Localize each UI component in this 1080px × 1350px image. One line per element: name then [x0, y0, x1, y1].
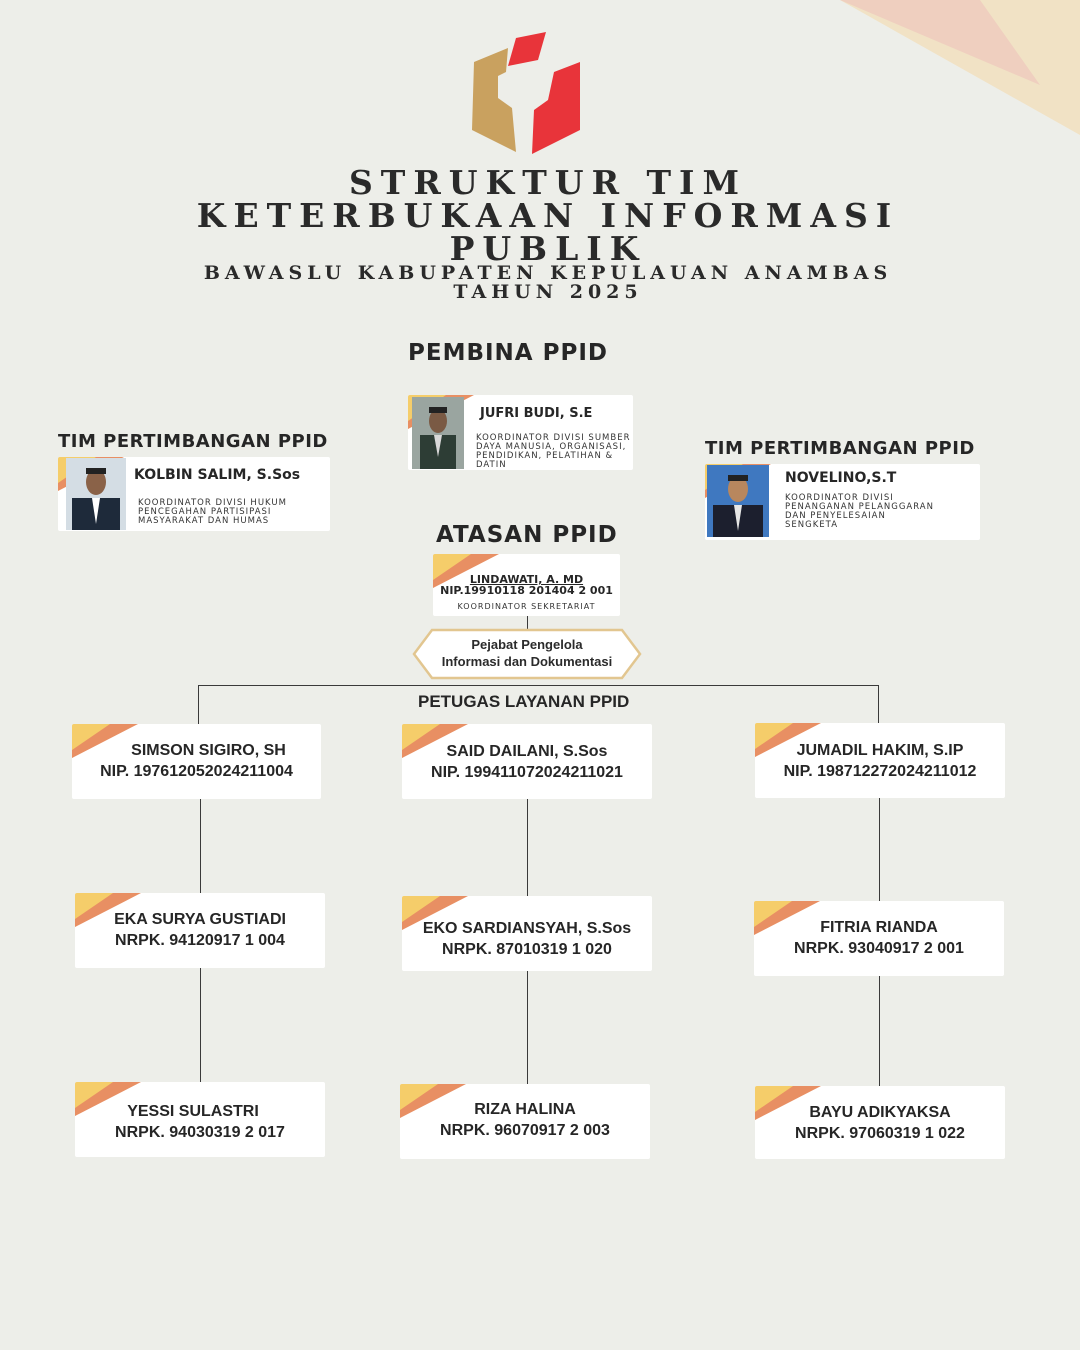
atasan-nip: NIP.19910118 201404 2 001 — [440, 584, 613, 597]
connector-left-drop — [198, 685, 199, 725]
pertimbangan-right-name: NOVELINO,S.T — [785, 470, 897, 486]
connector-horizontal — [198, 685, 879, 686]
staff-card — [402, 896, 652, 971]
staff-card — [72, 724, 321, 799]
ppid-label-line2: Informasi dan Dokumentasi — [441, 654, 613, 669]
staff-card — [755, 1086, 1005, 1159]
staff-card — [755, 723, 1005, 798]
atasan-heading: ATASAN PPID — [436, 522, 618, 548]
connector-col3-a — [879, 798, 880, 901]
bawaslu-logo — [468, 32, 586, 156]
corner-decoration — [840, 0, 1080, 135]
connector-col3-b — [879, 976, 880, 1086]
connector-col2-a — [527, 799, 528, 896]
staff-nip: NIP. 197612052024211004 — [100, 763, 293, 780]
staff-name: YESSI SULASTRI — [127, 1103, 259, 1120]
staff-name: SAID DAILANI, S.Sos — [446, 743, 608, 760]
connector-right-drop — [878, 685, 879, 725]
connector-col2-b — [527, 971, 528, 1084]
staff-nip: NRPK. 96070917 2 003 — [440, 1122, 610, 1139]
atasan-name: LINDAWATI, A. MD — [469, 573, 584, 586]
page-title: STRUKTUR TIM KETERBUKAAN INFORMASI PUBLIK — [196, 163, 900, 268]
staff-nip: NIP. 198712272024211012 — [783, 763, 977, 780]
staff-name: SIMSON SIGIRO, SH — [131, 742, 286, 759]
staff-nip: NRPK. 94120917 1 004 — [115, 932, 285, 949]
staff-name: BAYU ADIKYAKSA — [809, 1104, 951, 1121]
staff-card — [75, 1082, 325, 1157]
ppid-label-line1: Pejabat Pengelola — [471, 637, 583, 652]
petugas-heading: PETUGAS LAYANAN PPID — [418, 692, 630, 711]
pertimbangan-right-role: KOORDINATOR DIVISI PENANGANAN PELANGGARAN DAN PENYELESAIAN SENGKETA — [785, 493, 934, 530]
staff-nip: NRPK. 87010319 1 020 — [442, 941, 612, 958]
staff-name: JUMADIL HAKIM, S.IP — [796, 742, 964, 759]
staff-nip: NRPK. 94030319 2 017 — [115, 1124, 285, 1141]
staff-nip: NRPK. 93040917 2 001 — [794, 940, 964, 957]
pertimbangan-left-name: KOLBIN SALIM, S.Sos — [134, 467, 301, 483]
atasan-card — [433, 554, 620, 616]
pembina-role: KOORDINATOR DIVISI SUMBER DAYA MANUSIA, ORGANISASI, PENDIDIKAN, PELATIHAN & DATIN — [476, 433, 631, 470]
staff-card — [402, 724, 652, 799]
pertimbangan-left-role: KOORDINATOR DIVISI HUKUM PENCEGAHAN PARTISIPASI MASYARAKAT DAN HUMAS — [138, 498, 287, 526]
staff-name: RIZA HALINA — [474, 1101, 576, 1118]
staff-nip: NIP. 199411072024211021 — [431, 764, 623, 781]
staff-card — [75, 893, 325, 968]
pembina-heading: PEMBINA PPID — [408, 340, 608, 366]
pembina-photo — [412, 397, 464, 469]
subtitle-org: BAWASLU KABUPATEN KEPULAUAN ANAMBAS — [203, 262, 893, 284]
staff-card — [400, 1084, 650, 1159]
ppid-label — [412, 628, 642, 680]
staff-name: EKO SARDIANSYAH, S.Sos — [422, 920, 632, 937]
pembina-card — [408, 395, 633, 470]
staff-name: FITRIA RIANDA — [820, 919, 938, 936]
page-subtitle — [0, 264, 1080, 302]
connector-col1-a — [200, 799, 201, 893]
pertimbangan-left-photo — [66, 458, 126, 530]
pertimbangan-right-card — [705, 464, 980, 540]
pertimbangan-right-heading: TIM PERTIMBANGAN PPID — [705, 438, 975, 459]
pertimbangan-right-photo — [707, 465, 769, 537]
staff-name: EKA SURYA GUSTIADI — [114, 911, 286, 928]
subtitle-year: TAHUN 2025 — [453, 281, 643, 303]
pertimbangan-left-card — [58, 457, 330, 531]
connector-col1-b — [200, 968, 201, 1082]
pembina-name: JUFRI BUDI, S.E — [480, 406, 593, 421]
atasan-role: KOORDINATOR SEKRETARIAT — [457, 602, 596, 611]
staff-card — [754, 901, 1004, 976]
staff-nip: NRPK. 97060319 1 022 — [795, 1125, 965, 1142]
pertimbangan-left-heading: TIM PERTIMBANGAN PPID — [58, 431, 328, 452]
